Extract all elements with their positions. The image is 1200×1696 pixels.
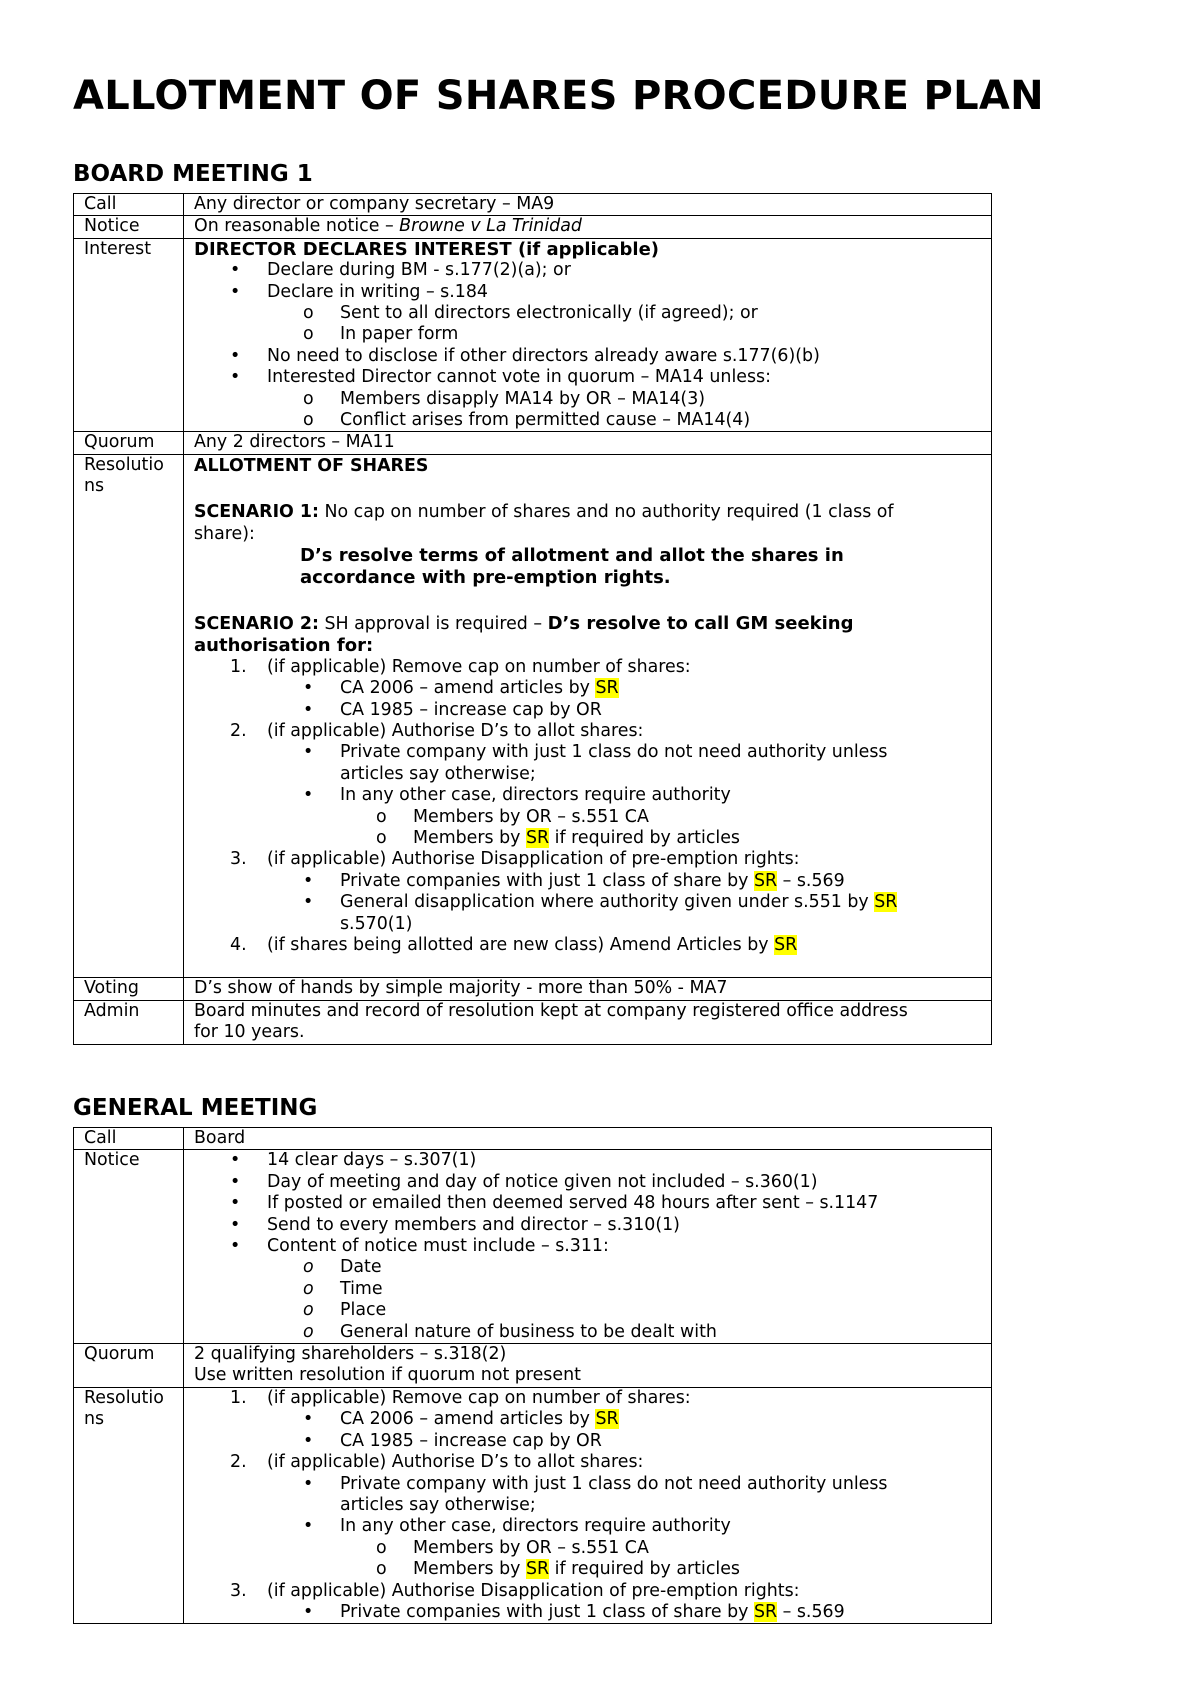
table-row — [74, 216, 992, 238]
scenario-2-text: SCENARIO 2: SH approval is required – D’s resolve to call GM seeking — [194, 612, 854, 634]
circle-bullet-icon: o — [303, 303, 314, 324]
list-item: o Members disapply MA14 by OR – MA14(3) — [303, 388, 706, 409]
list-item: • Declare during BM - s.177(2)(a); or — [230, 260, 571, 281]
bullet-icon: • — [230, 1171, 241, 1192]
list-item: • In any other case, directors require authority — [303, 785, 731, 806]
list-item: o Conflict arises from permitted cause – MA14(4) — [303, 410, 751, 431]
list-item: 1. (if applicable) Remove cap on number of shares: — [230, 1387, 691, 1408]
list-item-continued: s.570(1) — [340, 913, 413, 934]
circle-bullet-icon: o — [376, 806, 387, 827]
table-row — [74, 1387, 992, 1623]
sr-highlight: SR — [754, 870, 778, 891]
bullet-icon: • — [230, 367, 241, 388]
resolutions-header: ALLOTMENT OF SHARES — [194, 455, 429, 476]
bullet-icon: • — [230, 1193, 241, 1214]
list-item: • No need to disclose if other directors already aware s.177(6)(b) — [230, 345, 820, 366]
list-item: o Members by OR – s.551 CA — [376, 806, 649, 827]
bullet-icon: • — [303, 678, 314, 699]
circle-bullet-icon: o — [376, 827, 387, 848]
list-item: • Interested Director cannot vote in quorum – MA14 unless: — [230, 367, 771, 388]
row-label: Interest — [74, 238, 184, 432]
list-item: 3. (if applicable) Authorise Disapplication of pre-emption rights: — [230, 1580, 800, 1601]
list-item: • CA 2006 – amend articles by SR — [303, 678, 619, 699]
sr-highlight: SR — [774, 935, 798, 955]
row-label: Resolutio ns — [74, 454, 184, 978]
table-row — [74, 238, 992, 432]
list-item: • Content of notice must include – s.311: — [230, 1236, 609, 1257]
list-item: o Date — [303, 1257, 382, 1278]
interest-header: DIRECTOR DECLARES INTEREST (if applicable) — [194, 238, 660, 260]
row-value — [184, 238, 992, 432]
row-value: Board — [184, 1128, 992, 1150]
table-row — [74, 1128, 992, 1150]
general-meeting-table — [73, 1127, 992, 1624]
scenario-1-text: SCENARIO 1: No cap on number of shares and no authority required (1 class of — [194, 502, 894, 523]
list-item: 2. (if applicable) Authorise D’s to allot shares: — [230, 720, 644, 741]
list-item: • Private company with just 1 class do not need authority unless — [303, 1473, 888, 1494]
table-row — [74, 1000, 992, 1044]
list-item: • In any other case, directors require authority — [303, 1516, 731, 1537]
list-item: • Day of meeting and day of notice given not included – s.360(1) — [230, 1171, 818, 1192]
row-value: On reasonable notice – Browne v La Trinidad — [184, 216, 992, 238]
bullet-icon: • — [303, 870, 314, 891]
list-item: • CA 1985 – increase cap by OR — [303, 1430, 602, 1451]
sr-highlight: SR — [525, 827, 550, 848]
table-row — [74, 454, 992, 978]
table-row — [74, 978, 992, 1000]
row-value: Board minutes and record of resolution kept at company registered office address for 10 years. — [184, 1000, 992, 1044]
list-item: o Sent to all directors electronically (if agreed); or — [303, 303, 758, 324]
bullet-icon: • — [303, 1516, 314, 1537]
list-item: o Place — [303, 1300, 387, 1321]
list-item: 3. (if applicable) Authorise Disapplication of pre-emption rights: — [230, 849, 800, 870]
bullet-icon: • — [230, 281, 241, 302]
row-value — [184, 1150, 992, 1344]
list-item: • Private companies with just 1 class of share by SR – s.569 — [303, 1601, 845, 1622]
bullet-icon: • — [230, 1236, 241, 1257]
row-label: Call — [74, 194, 184, 216]
row-label: Resolutio ns — [74, 1387, 184, 1623]
row-value: Any 2 directors – MA11 — [184, 432, 992, 454]
list-item: 4. (if shares being allotted are new class) Amend Articles by SR — [230, 935, 798, 955]
row-label: Notice — [74, 1150, 184, 1344]
bullet-icon: • — [303, 1473, 314, 1494]
table-row — [74, 1344, 992, 1388]
sr-highlight: SR — [754, 1601, 778, 1622]
row-label: Admin — [74, 1000, 184, 1044]
bullet-icon: • — [303, 1601, 314, 1622]
row-value: 2 qualifying shareholders – s.318(2) Use written resolution if quorum not present — [184, 1344, 992, 1388]
list-item: 2. (if applicable) Authorise D’s to allot shares: — [230, 1452, 644, 1473]
bullet-icon: • — [303, 742, 314, 763]
table-row — [74, 194, 992, 216]
list-item: o Members by SR if required by articles — [376, 827, 740, 848]
sr-highlight: SR — [595, 1409, 619, 1430]
general-meeting-heading: GENERAL MEETING — [73, 1095, 318, 1121]
scenario-1-resolution: D’s resolve terms of allotment and allot the shares in — [300, 545, 844, 567]
circle-bullet-icon: o — [303, 1321, 314, 1342]
table-row — [74, 1150, 992, 1344]
table-row — [74, 432, 992, 454]
list-item: o Members by SR if required by articles — [376, 1559, 740, 1580]
row-label: Quorum — [74, 432, 184, 454]
list-item: • Declare in writing – s.184 — [230, 281, 488, 302]
circle-bullet-icon: o — [303, 1278, 314, 1299]
list-item: • General disapplication where authority given under s.551 by SR — [303, 892, 898, 913]
circle-bullet-icon: o — [303, 1300, 314, 1321]
sr-highlight: SR — [525, 1559, 550, 1580]
list-item-continued: articles say otherwise; — [340, 763, 536, 784]
case-citation: Browne v La Trinidad — [399, 216, 582, 237]
row-label: Quorum — [74, 1344, 184, 1388]
row-label: Call — [74, 1128, 184, 1150]
bullet-icon: • — [303, 892, 314, 913]
document-title: ALLOTMENT OF SHARES PROCEDURE PLAN — [73, 73, 1044, 119]
list-item: • Private companies with just 1 class of share by SR – s.569 — [303, 870, 845, 891]
row-label: Notice — [74, 216, 184, 238]
row-value: Any director or company secretary – MA9 — [184, 194, 992, 216]
circle-bullet-icon: o — [303, 324, 314, 345]
row-label: Voting — [74, 978, 184, 1000]
list-item: • CA 2006 – amend articles by SR — [303, 1409, 619, 1430]
bullet-icon: • — [230, 1214, 241, 1235]
row-value: D’s show of hands by simple majority - more than 50% - MA7 — [184, 978, 992, 1000]
row-value — [184, 454, 992, 978]
scenario-1-text-continued: share): — [194, 523, 255, 544]
list-item: • Send to every members and director – s.310(1) — [230, 1214, 680, 1235]
list-item: • CA 1985 – increase cap by OR — [303, 699, 602, 720]
circle-bullet-icon: o — [303, 388, 314, 409]
scenario-1-resolution: accordance with pre-emption rights. — [300, 566, 671, 588]
circle-bullet-icon: o — [303, 1257, 314, 1278]
sr-highlight: SR — [874, 892, 898, 913]
list-item: o Members by OR – s.551 CA — [376, 1537, 649, 1558]
list-item: • If posted or emailed then deemed served 48 hours after sent – s.1147 — [230, 1193, 879, 1214]
bullet-icon: • — [303, 1409, 314, 1430]
bullet-icon: • — [303, 699, 314, 720]
list-item: o Time — [303, 1278, 383, 1299]
list-item: • 14 clear days – s.307(1) — [230, 1150, 477, 1171]
list-item: o General nature of business to be dealt with — [303, 1321, 717, 1342]
circle-bullet-icon: o — [303, 410, 314, 431]
bullet-icon: • — [303, 785, 314, 806]
row-value — [184, 1387, 992, 1623]
bullet-icon: • — [303, 1430, 314, 1451]
scenario-2-text-continued: authorisation for: — [194, 635, 374, 657]
list-item: 1. (if applicable) Remove cap on number of shares: — [230, 656, 691, 677]
board-meeting-heading: BOARD MEETING 1 — [73, 161, 313, 187]
list-item-continued: articles say otherwise; — [340, 1494, 536, 1515]
bullet-icon: • — [230, 1150, 241, 1171]
bullet-icon: • — [230, 260, 241, 281]
bullet-icon: • — [230, 345, 241, 366]
list-item: o In paper form — [303, 324, 459, 345]
circle-bullet-icon: o — [376, 1559, 387, 1580]
list-item: • Private company with just 1 class do not need authority unless — [303, 742, 888, 763]
sr-highlight: SR — [595, 678, 619, 699]
board-meeting-table — [73, 193, 992, 1045]
circle-bullet-icon: o — [376, 1537, 387, 1558]
